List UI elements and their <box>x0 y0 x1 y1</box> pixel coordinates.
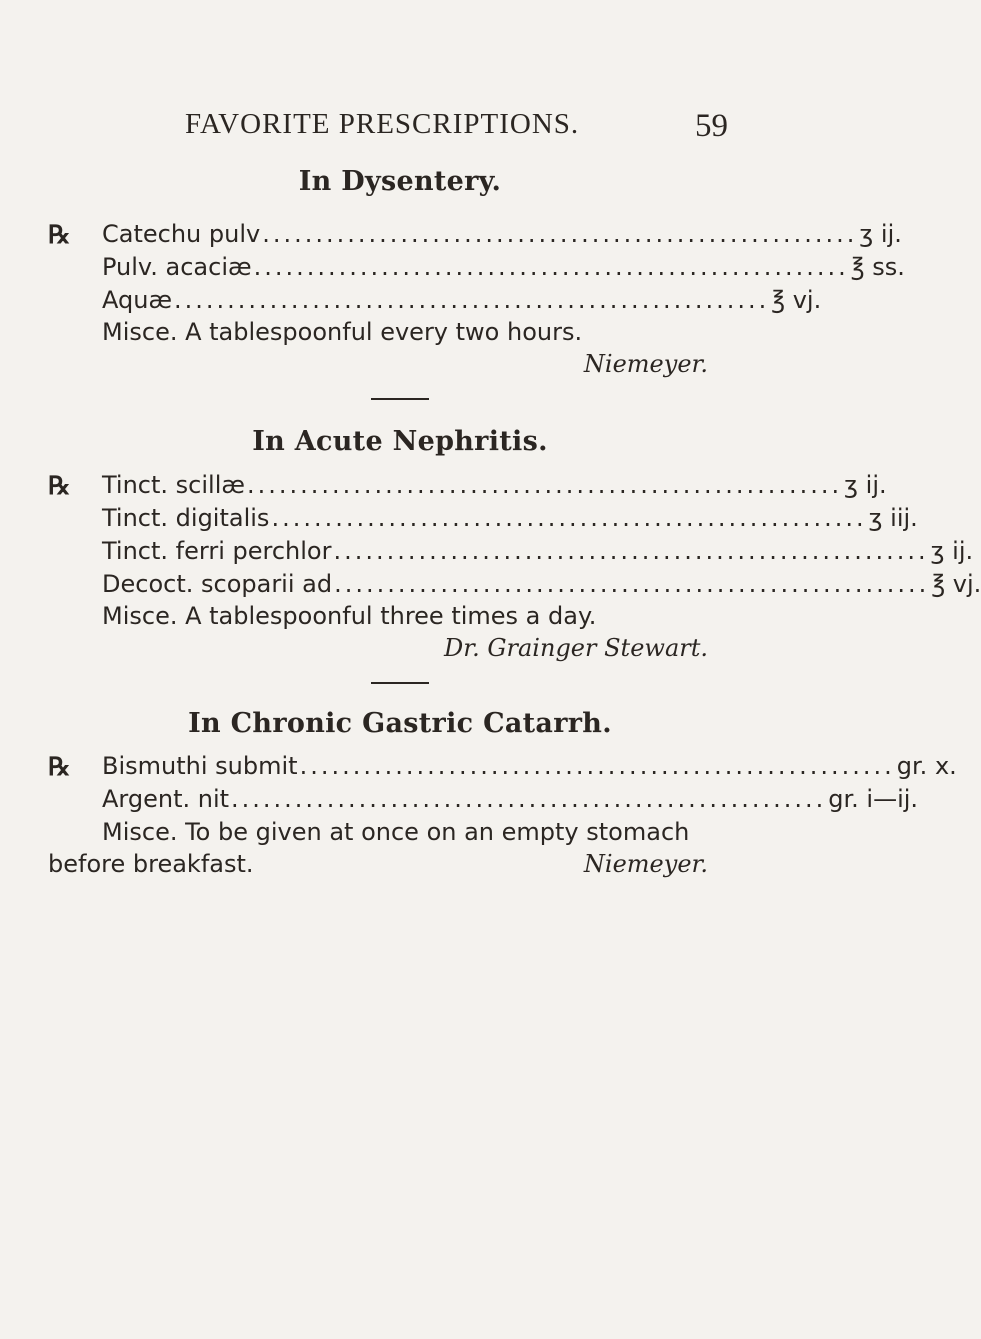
dot-leader: ........................................................ <box>299 752 895 780</box>
ingredient-line <box>102 286 822 318</box>
running-title: FAVORITE PRESCRIPTIONS. <box>185 108 580 140</box>
ingredient-quantity: ʒ ij. <box>859 220 902 248</box>
ingredient-line <box>102 471 887 503</box>
section-divider <box>371 682 429 684</box>
ingredient-quantity: ℥ ss. <box>850 253 905 281</box>
rx-symbol: ℞ <box>48 752 71 781</box>
section-divider <box>371 398 429 400</box>
section-title: In Acute Nephritis. <box>252 426 548 457</box>
dot-leader: ........................................................ <box>334 570 930 598</box>
ingredient-line <box>102 504 918 536</box>
author-attribution: Niemeyer. <box>583 350 708 378</box>
ingredient-quantity: ʒ iij. <box>868 504 918 532</box>
dot-leader: ........................................................ <box>253 253 849 281</box>
ingredient-line <box>102 537 974 569</box>
directions: Misce. A tablespoonful three times a day. <box>102 602 597 630</box>
ingredient-line <box>102 570 981 602</box>
page-number: 59 <box>695 108 728 144</box>
directions: Misce. A tablespoonful every two hours. <box>102 318 583 346</box>
dot-leader: ........................................................ <box>174 286 770 314</box>
page-header <box>0 108 800 148</box>
ingredient-line <box>102 752 957 784</box>
ingredient-name: Decoct. scoparii ad <box>102 570 333 598</box>
ingredient-name: Tinct. digitalis <box>102 504 270 532</box>
dot-leader: ........................................................ <box>231 785 827 813</box>
author-attribution: Niemeyer. <box>583 850 708 878</box>
ingredient-quantity: ℥ vj. <box>771 286 822 314</box>
ingredient-name: Aquæ <box>102 286 173 314</box>
ingredient-line <box>102 220 902 252</box>
ingredient-name: Argent. nit <box>102 785 230 813</box>
ingredient-name: Tinct. scillæ <box>102 471 245 499</box>
ingredient-quantity: ʒ ij. <box>930 537 974 565</box>
ingredient-name: Catechu pulv <box>102 220 261 248</box>
ingredient-name: Tinct. ferri perchlor <box>102 537 332 565</box>
ingredient-quantity: ʒ ij. <box>844 471 887 499</box>
rx-symbol: ℞ <box>48 471 71 500</box>
dot-leader: ........................................................ <box>246 471 843 499</box>
directions-continued: before breakfast. <box>48 850 254 878</box>
directions: Misce. To be given at once on an empty stomach <box>102 818 690 846</box>
ingredient-line <box>102 785 919 817</box>
ingredient-line <box>102 253 905 285</box>
author-attribution: Dr. Grainger Stewart. <box>444 634 708 662</box>
ingredient-quantity: gr. x. <box>896 752 957 780</box>
ingredient-quantity: ℥ vj. <box>931 570 981 598</box>
rx-symbol: ℞ <box>48 220 71 249</box>
dot-leader: ........................................................ <box>333 537 929 565</box>
dot-leader: ........................................................ <box>271 504 867 532</box>
ingredient-name: Pulv. acaciæ <box>102 253 252 281</box>
ingredient-quantity: gr. i—ij. <box>828 785 919 813</box>
ingredient-name: Bismuthi submit <box>102 752 298 780</box>
section-title: In Dysentery. <box>298 166 502 197</box>
dot-leader: ........................................................ <box>262 220 858 248</box>
section-title: In Chronic Gastric Catarrh. <box>188 708 612 739</box>
